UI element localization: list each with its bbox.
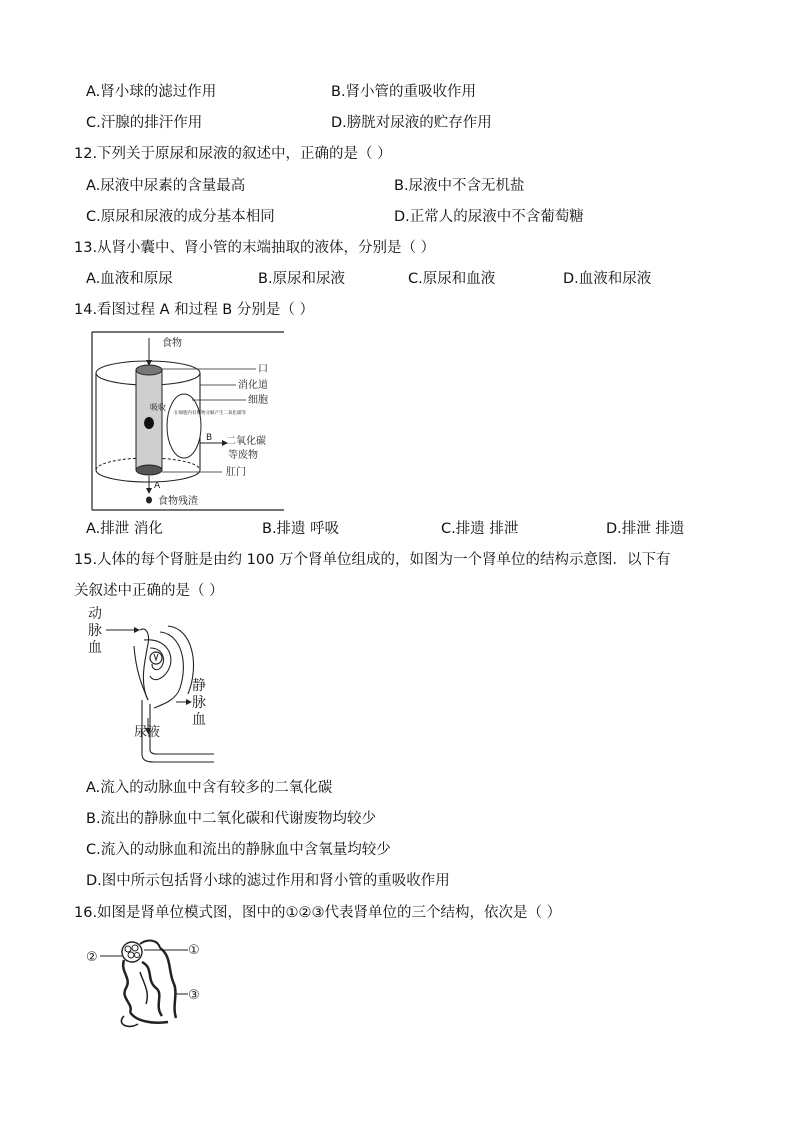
q13-option-c: C.原尿和血液 <box>408 271 496 287</box>
q16-stem: 16.如图是肾单位模式图，图中的①②③代表肾单位的三个结构，依次是（ ） <box>74 905 562 921</box>
q11-option-c: C.汗腺的排汗作用 <box>86 115 203 131</box>
label-structure-1: ① <box>188 943 200 958</box>
q15-stem-line1: 15.人体的每个肾脏是由约 100 万个肾单位组成的，如图为一个肾单位的结构示意图．以下有 <box>74 552 671 568</box>
label-co2: 二氧化碳 <box>226 436 266 447</box>
label-residue: 食物残渣 <box>158 496 198 507</box>
q14-option-d: D.排泄 排遗 <box>606 521 685 537</box>
q15-stem-line2: 关叙述中正确的是（ ） <box>74 583 224 599</box>
q12-stem: 12.下列关于原尿和尿液的叙述中，正确的是（ ） <box>74 146 392 162</box>
q12-option-d: D.正常人的尿液中不含葡萄糖 <box>394 209 584 225</box>
q13-option-b: B.原尿和尿液 <box>258 271 346 287</box>
label-vein-2: 脉 <box>192 695 206 711</box>
q13-option-d: D.血液和尿液 <box>563 271 652 287</box>
label-food: 食物 <box>162 338 182 349</box>
digestion-figure <box>88 330 288 512</box>
q15-option-a: A.流入的动脉血中含有较多的二氧化碳 <box>86 780 333 796</box>
mouth-opening <box>136 365 162 375</box>
label-absorb: 吸收 <box>150 403 166 412</box>
label-vein-3: 血 <box>192 712 206 728</box>
q12-option-a: A.尿液中尿素的含量最高 <box>86 178 246 194</box>
q11-option-a: A.肾小球的滤过作用 <box>86 84 217 100</box>
q14-option-a: A.排泄 消化 <box>86 521 163 537</box>
q14-option-b: B.排遗 呼吸 <box>262 521 340 537</box>
label-artery-1: 动 <box>88 606 102 622</box>
q11-option-b: B.肾小管的重吸收作用 <box>331 84 477 100</box>
label-structure-2: ② <box>86 950 98 965</box>
label-process-a: A <box>154 481 161 491</box>
label-vein-1: 静 <box>192 678 206 694</box>
q12-option-c: C.原尿和尿液的成分基本相同 <box>86 209 275 225</box>
q12-option-b: B.尿液中不含无机盐 <box>394 178 525 194</box>
label-anus: 肛门 <box>226 467 246 478</box>
q13-stem: 13.从肾小囊中、肾小管的末端抽取的液体，分别是（ ） <box>74 240 436 256</box>
anus-opening <box>136 465 162 475</box>
q15-option-c: C.流入的动脉血和流出的静脉血中含氧量均较少 <box>86 842 391 858</box>
label-waste: 等废物 <box>228 450 258 461</box>
label-mouth: 口 <box>258 364 268 375</box>
label-tract: 消化道 <box>238 380 268 391</box>
label-urine: 尿液 <box>134 725 161 740</box>
q15-option-b: B.流出的静脉血中二氧化碳和代谢废物均较少 <box>86 811 377 827</box>
q15-option-d: D.图中所示包括肾小球的滤过作用和肾小管的重吸收作用 <box>86 873 450 889</box>
q14-option-c: C.排遗 排泄 <box>441 521 519 537</box>
label-artery-3: 血 <box>88 640 102 656</box>
label-artery-2: 脉 <box>88 623 102 639</box>
q13-option-a: A.血液和原尿 <box>86 271 173 287</box>
q14-stem: 14.看图过程 A 和过程 B 分别是（ ） <box>74 302 314 318</box>
label-structure-3: ③ <box>188 988 200 1003</box>
label-cell: 细胞 <box>248 395 268 406</box>
nephron-model-figure <box>84 932 210 1032</box>
nephron-figure <box>84 604 214 774</box>
label-process-b: B <box>206 433 213 443</box>
cell-inner-text: 在细胞内有机物分解产生二氧化碳等 <box>174 411 246 416</box>
q11-option-d: D.膀胱对尿液的贮存作用 <box>331 115 492 131</box>
